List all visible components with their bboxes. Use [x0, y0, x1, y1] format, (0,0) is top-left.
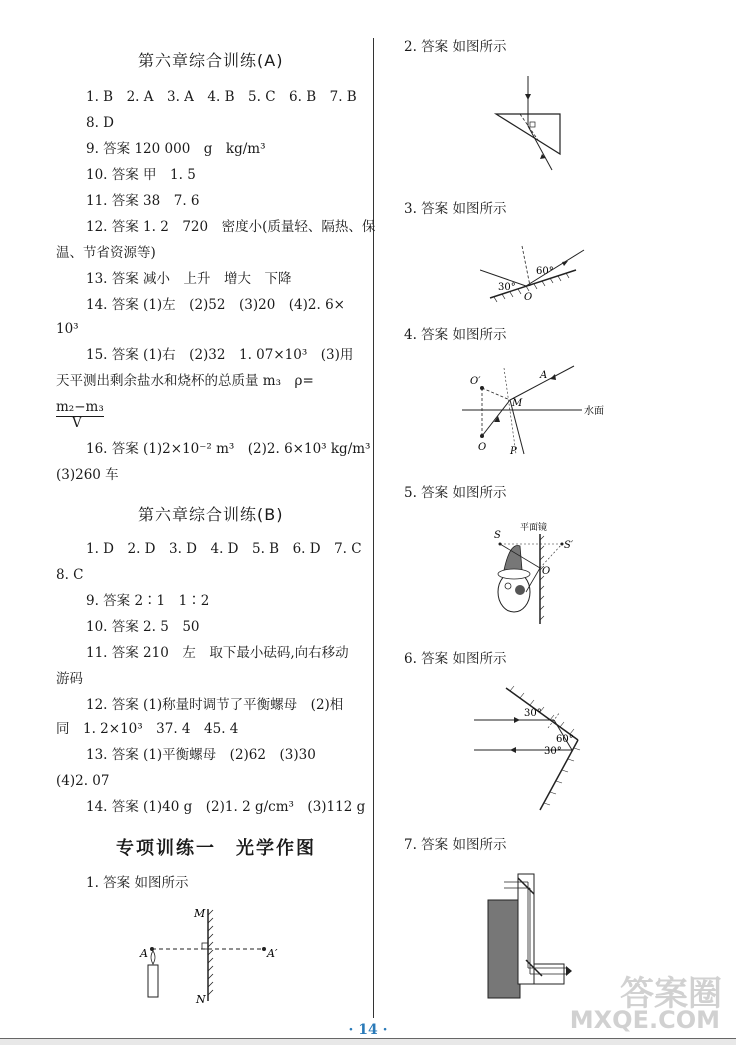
fig1-label-n: N — [196, 993, 206, 1005]
a-line-5: 11. 答案 38 7. 6 — [86, 193, 200, 209]
fig1-label-a: A — [140, 947, 148, 960]
fig6-label-30-bottom: 30° — [544, 746, 562, 757]
q4-answer: 4. 答案 如图所示 — [404, 327, 507, 343]
page-number: · 14 · — [348, 1022, 388, 1038]
figure-1-plane-mirror — [136, 905, 286, 1005]
a-line-3: 9. 答案 120 000 g kg/m³ — [86, 141, 266, 157]
fig6-label-30-top: 30° — [524, 708, 542, 719]
fig5-label-o: O — [542, 566, 551, 577]
figure-2-prism — [490, 70, 570, 180]
b-line-10: (4)2. 07 — [56, 773, 110, 789]
a-line-4: 10. 答案 甲 1. 5 — [86, 167, 196, 183]
b-line-4: 10. 答案 2. 5 50 — [86, 619, 200, 635]
watermark-logo: 答案圈 — [620, 974, 722, 1014]
a-line-14: 16. 答案 (1)2×10⁻² m³ (2)2. 6×10³ kg/m³ — [86, 441, 371, 457]
watermark-url: MXQE.COM — [569, 1006, 720, 1034]
fig4-label-m: M — [512, 398, 523, 409]
fraction-numerator: m₂−m₃ — [56, 399, 104, 415]
figure-4-water-surface — [458, 362, 668, 462]
q7-answer: 7. 答案 如图所示 — [404, 837, 507, 853]
section-title-c: 专项训练一 光学作图 — [116, 838, 316, 859]
a-line-15: (3)260 车 — [56, 467, 119, 483]
a-line-2: 8. D — [86, 115, 114, 131]
fig4-label-p: P — [510, 446, 517, 457]
fig4-label-a: A — [540, 370, 548, 381]
b-line-3: 9. 答案 2∶1 1∶2 — [86, 593, 210, 609]
q6-answer: 6. 答案 如图所示 — [404, 651, 507, 667]
fig3-label-30: 30° — [498, 282, 516, 293]
b-line-2: 8. C — [56, 567, 84, 583]
a-line-12: 天平测出剩余盐水和烧杯的总质量 m₃ ρ= — [56, 373, 314, 389]
fig5-label-s-prime: S′ — [564, 540, 574, 551]
section-title-b: 第六章综合训练(B) — [138, 505, 284, 524]
c-line-1: 1. 答案 如图所示 — [86, 875, 189, 891]
b-line-9: 13. 答案 (1)平衡螺母 (2)62 (3)30 — [86, 747, 316, 763]
fig3-label-o: O — [524, 292, 533, 303]
b-line-6: 游码 — [56, 671, 83, 687]
q3-answer: 3. 答案 如图所示 — [404, 201, 507, 217]
fig5-label-plane-mirror: 平面镜 — [520, 523, 548, 533]
fig1-label-a-prime: A′ — [267, 947, 278, 960]
column-divider — [373, 38, 374, 1018]
fig4-label-o: O — [478, 442, 487, 453]
a-line-7: 温、节省资源等) — [56, 245, 156, 261]
figure-5-mirror-clown — [492, 520, 582, 630]
figure-3-reflection — [480, 228, 590, 308]
fig3-label-60: 60° — [536, 266, 554, 277]
q5-answer: 5. 答案 如图所示 — [404, 485, 507, 501]
fig5-label-s: S — [494, 530, 501, 541]
b-line-8: 同 1. 2×10³ 37. 4 45. 4 — [56, 721, 239, 737]
a-line-8: 13. 答案 减小 上升 增大 下降 — [86, 271, 292, 287]
fig1-label-m: M — [194, 907, 206, 920]
a-line-6: 12. 答案 1. 2 720 密度小(质量轻、隔热、保 — [86, 219, 376, 235]
b-line-11: 14. 答案 (1)40 g (2)1. 2 g/cm³ (3)112 g — [86, 799, 366, 815]
fraction-denominator: V — [72, 415, 82, 431]
section-title-a: 第六章综合训练(A) — [138, 51, 284, 70]
a-line-10: 10³ — [56, 321, 79, 337]
fig4-label-o-prime: O′ — [470, 376, 481, 387]
a-line-1: 1. B 2. A 3. A 4. B 5. C 6. B 7. B — [86, 89, 357, 105]
figure-6-two-mirrors — [474, 684, 594, 814]
b-line-1: 1. D 2. D 3. D 4. D 5. B 6. D 7. C — [86, 541, 362, 557]
b-line-7: 12. 答案 (1)称量时调节了平衡螺母 (2)相 — [86, 697, 344, 713]
a-line-11: 15. 答案 (1)右 (2)32 1. 07×10³ (3)用 — [86, 347, 354, 363]
q2-answer: 2. 答案 如图所示 — [404, 39, 507, 55]
b-line-5: 11. 答案 210 左 取下最小砝码,向右移动 — [86, 645, 349, 661]
figure-7-periscope — [484, 870, 594, 1000]
a-line-9: 14. 答案 (1)左 (2)52 (3)20 (4)2. 6× — [86, 297, 345, 313]
fig4-label-water-surface: 水面 — [584, 406, 604, 417]
fig6-label-60: 60° — [556, 734, 574, 745]
